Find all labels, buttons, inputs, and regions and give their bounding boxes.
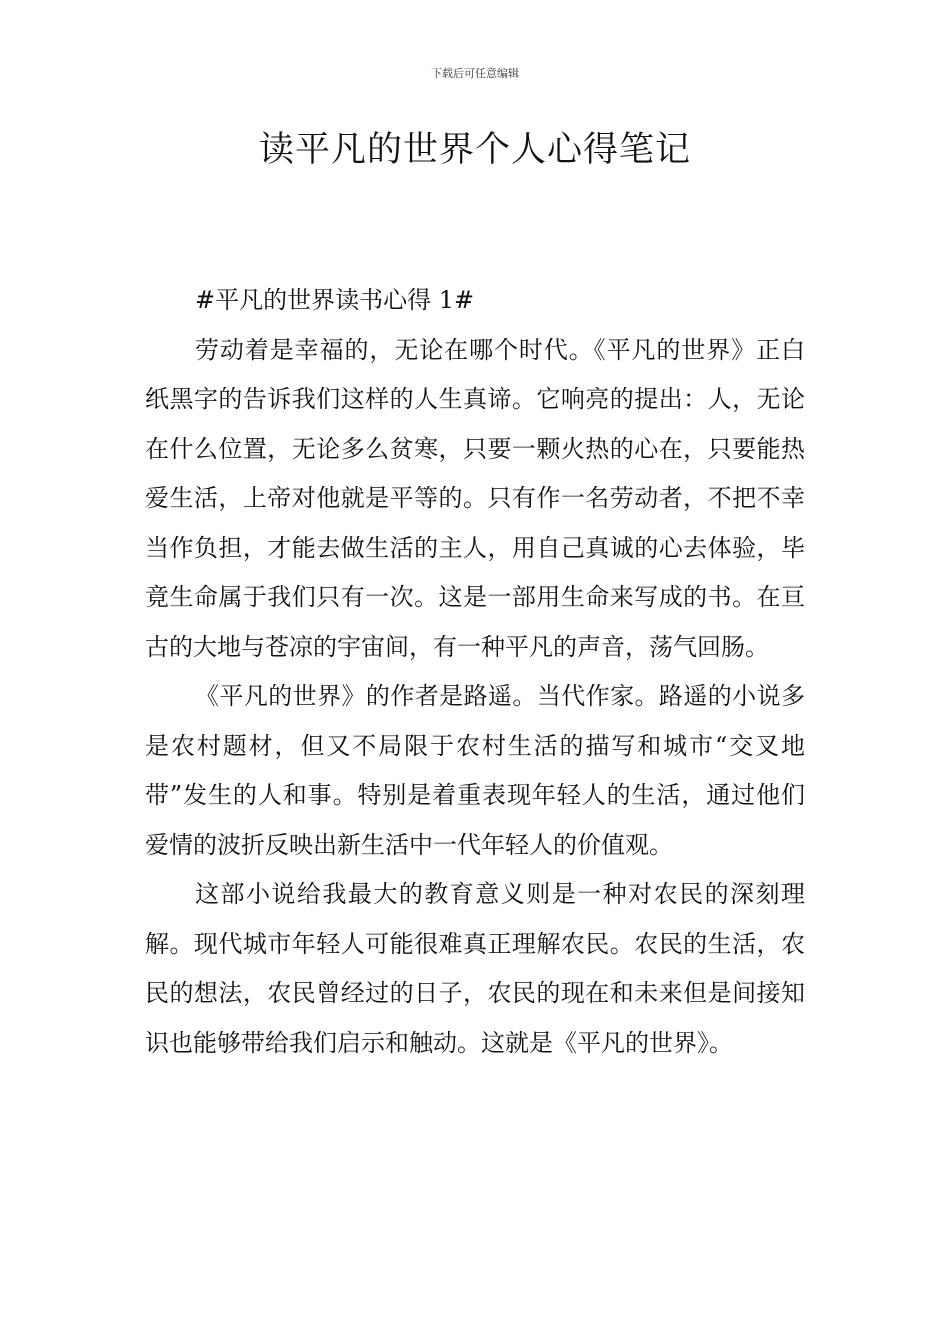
header-note: 下载后可任意编辑	[431, 67, 519, 80]
section-heading: #平凡的世界读书心得 1#	[195, 286, 475, 314]
paragraph-1: 劳动着是幸福的，无论在哪个时代。《平凡的世界》正白纸黑字的告诉我们这样的人生真谛。它响亮的提出：人，无论在什么位置，无论多么贫寒，只要一颗火热的心在，只要能热爱生活，上帝对他就是平等的。只有作一名劳动者，不把不幸当作负担，才能去做生活的主人，用自己真诚的心去体验，毕竟生命属于我们只有一次。这是一部用生命来写成的书。在亘古的大地与苍凉的宇宙间，有一种平凡的声音，荡气回肠。	[145, 335, 805, 661]
paragraph-2: 《平凡的世界》的作者是路遥。当代作家。路遥的小说多是农村题材，但又不局限于农村生活的描写和城市“交叉地带”发生的人和事。特别是着重表现年轻人的生活，通过他们爱情的波折反映出新生活中一代年轻人的价值观。	[145, 682, 805, 859]
document-body	[145, 276, 805, 1068]
document-title: 读平凡的世界个人心得笔记	[258, 130, 691, 170]
paragraph-3: 这部小说给我最大的教育意义则是一种对农民的深刻理解。现代城市年轻人可能很难真正理解农民。农民的生活，农民的想法，农民曾经过的日子，农民的现在和未来但是间接知识也能够带给我们启示和触动。这就是《平凡的世界》。	[145, 880, 805, 1057]
